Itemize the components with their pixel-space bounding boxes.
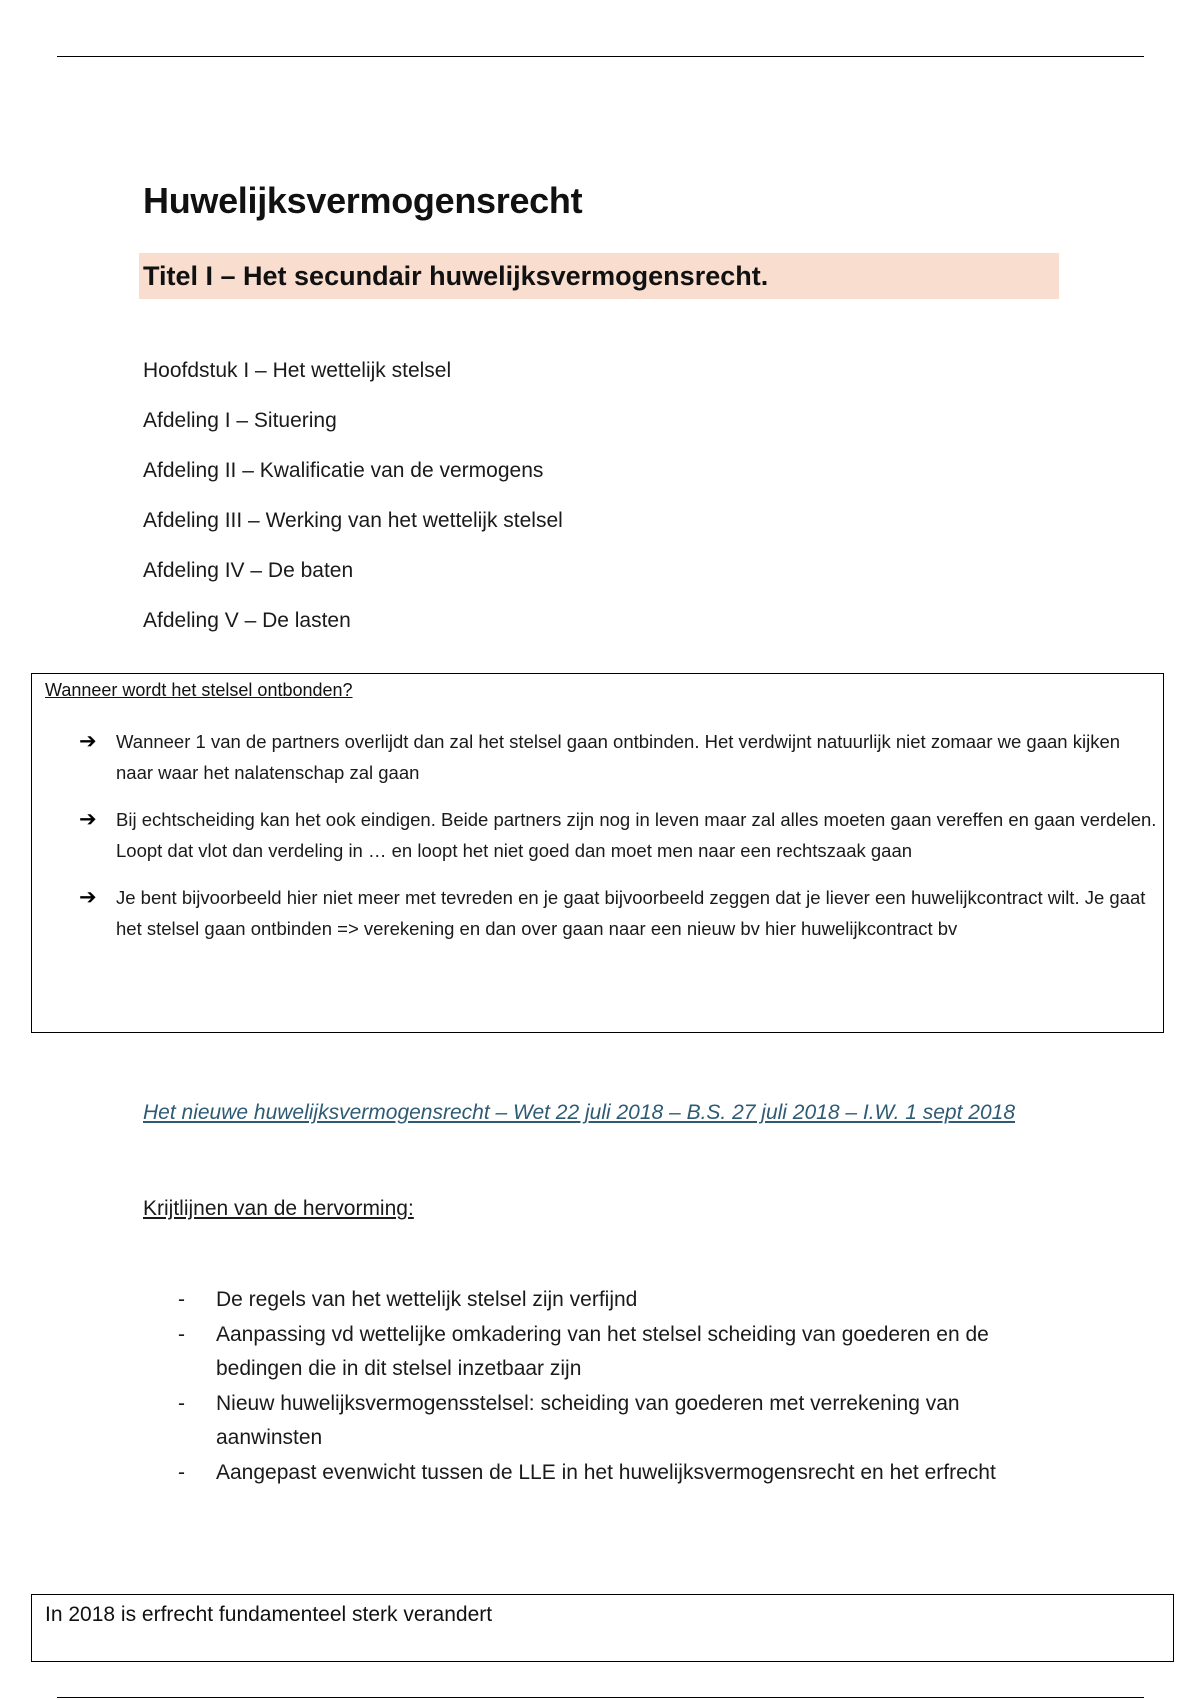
arrow-right-icon: ➔ [79,808,97,831]
dash-bullet: - [178,1391,185,1415]
arrow-right-icon: ➔ [79,730,97,753]
toc-item: Hoofdstuk I – Het wettelijk stelsel [143,359,452,382]
list-item-text: Nieuw huwelijksvermogensstelsel: scheiding van goederen met verrekening van aanwinsten [216,1391,960,1449]
list-item [176,1318,1056,1387]
list-item-text: Bij echtscheiding kan het ook eindigen. Beide partners zijn nog in leven maar zal alles moeten gaan vereffen en gaan verdelen. Loopt dat vlot dan verdeling in … en loopt het niet goed dan moet men naar een rechtszaak gaan [116,809,1157,861]
dash-bullet: - [178,1322,185,1346]
toc-item: Afdeling II – Kwalificatie van de vermogens [143,459,544,482]
list-item-text: Wanneer 1 van de partners overlijdt dan zal het stelsel gaan ontbinden. Het verdwijnt natuurlijk niet zomaar we gaan kijken naar waar het nalatenschap zal gaan [116,731,1121,783]
list-item-text: Aanpassing vd wettelijke omkadering van het stelsel scheiding van goederen en de bedingen die in dit stelsel inzetbaar zijn [216,1322,989,1380]
list-item [79,804,1159,866]
dissolution-box-heading: Wanneer wordt het stelsel ontbonden? [45,680,353,700]
toc-item: Afdeling I – Situering [143,409,337,432]
toc-item: Afdeling III – Werking van het wettelijk stelsel [143,509,563,532]
inheritance-note-text: In 2018 is erfrecht fundamenteel sterk verandert [45,1603,493,1626]
dash-bullet: - [178,1460,185,1484]
list-item-text: Aangepast evenwicht tussen de LLE in het huwelijksvermogensrecht en het erfrecht [216,1460,996,1484]
dissolution-points [79,726,1159,960]
section-title: Titel I – Het secundair huwelijksvermogensrecht. [139,253,1059,299]
list-item [176,1456,1056,1491]
law-reference-link[interactable]: Het nieuwe huwelijksvermogensrecht – Wet 22 juli 2018 – B.S. 27 juli 2018 – I.W. 1 sept 2018 [143,1101,1015,1124]
list-item [176,1283,1056,1318]
list-item [79,726,1159,788]
list-item-text: Je bent bijvoorbeeld hier niet meer met tevreden en je gaat bijvoorbeeld zeggen dat je liever een huwelijkcontract wilt. Je gaat het stelsel gaan ontbinden => verekening en dan over gaan naar een nieuw bv hier huwelijkcontract bv [116,887,1146,939]
top-rule [57,56,1144,57]
arrow-right-icon: ➔ [79,886,97,909]
toc-item: Afdeling V – De lasten [143,609,351,632]
bottom-rule [57,1697,1144,1698]
list-item-text: De regels van het wettelijk stelsel zijn verfijnd [216,1288,638,1311]
inheritance-note-box [31,1594,1174,1662]
reform-list [176,1283,1056,1490]
dissolution-box [31,673,1164,1033]
table-of-contents [143,356,563,656]
list-item [79,882,1159,944]
toc-item: Afdeling IV – De baten [143,559,354,582]
list-item [176,1387,1056,1456]
dash-bullet: - [178,1288,185,1311]
reform-heading: Krijtlijnen van de hervorming: [143,1197,414,1220]
document-title: Huwelijksvermogensrecht [143,180,583,221]
